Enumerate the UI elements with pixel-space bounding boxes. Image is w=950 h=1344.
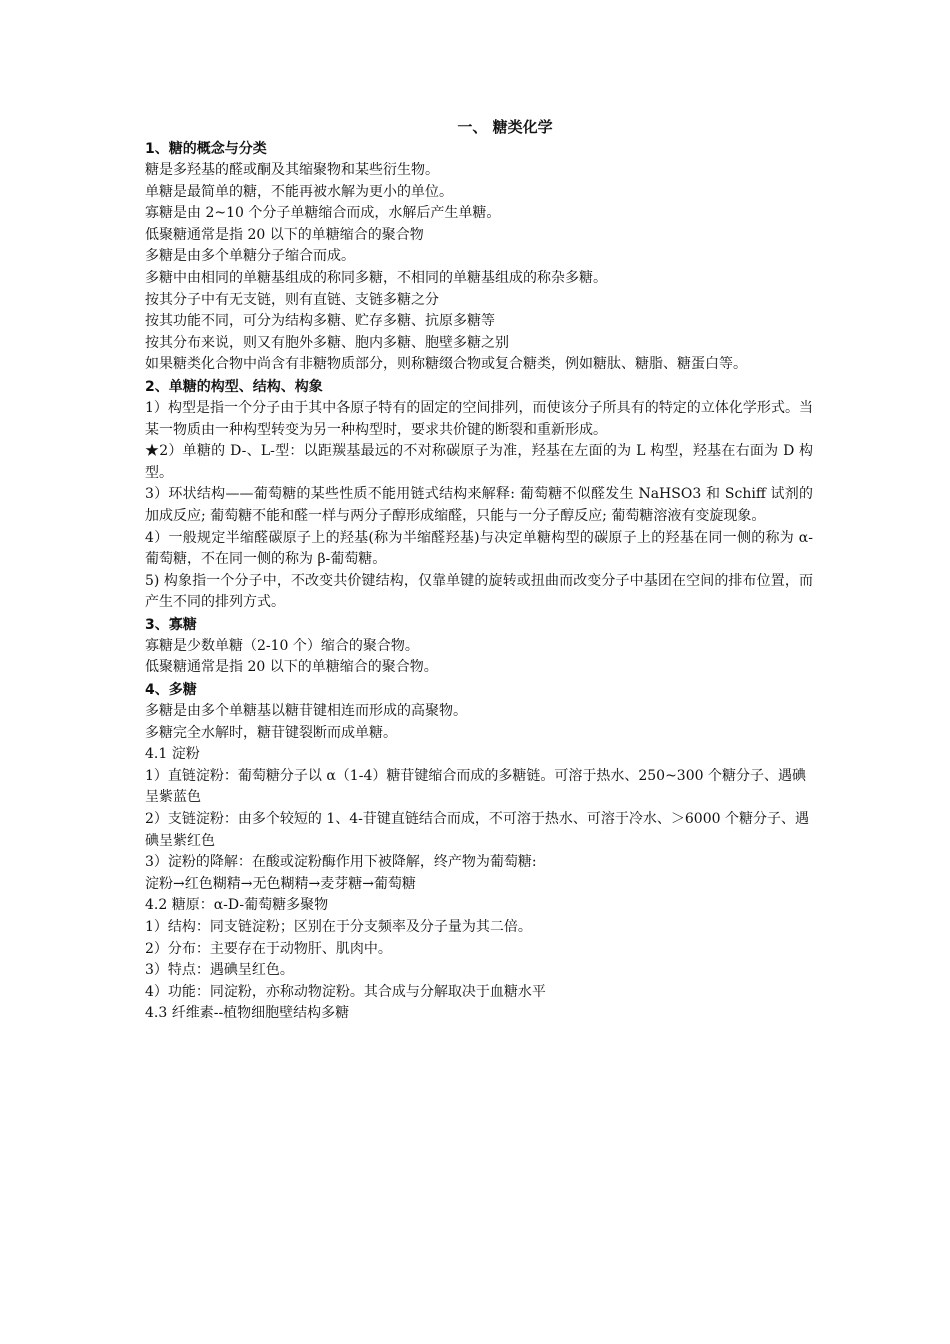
section-heading: 2、单糖的构型、结构、构象 <box>145 378 323 395</box>
section-heading: 4、多糖 <box>145 682 197 699</box>
paragraph: 3）环状结构——葡萄糖的某些性质不能用链式结构来解释: 葡萄糖不似醛发生 NaHSO3 和 Schiff 试剂的加成反应; 葡萄糖不能和醛一样与两分子醇形成缩醛，只能与一分子醇反应; 葡萄糖溶液有变旋现象。 <box>145 486 813 524</box>
paragraph: 低聚糖通常是指 20 以下的单糖缩合的聚合物 <box>145 226 424 243</box>
section-heading: 1、糖的概念与分类 <box>145 141 267 157</box>
paragraph: 多糖是由多个单糖基以糖苷键相连而形成的高聚物。 <box>145 703 467 720</box>
paragraph: 多糖是由多个单糖分子缩合而成。 <box>145 248 355 265</box>
paragraph: 4）功能：同淀粉，亦称动物淀粉。其合成与分解取决于血糖水平 <box>145 983 546 1000</box>
paragraph: 5) 构象指一个分子中，不改变共价键结构，仅靠单键的旋转或扭曲而改变分子中基团在空间的排布位置，而产生不同的排列方式。 <box>145 572 813 611</box>
paragraph: 4）一般规定半缩醛碳原子上的羟基(称为半缩醛羟基)与决定单糖构型的碳原子上的羟基在同一侧的称为 α-葡萄糖，不在同一侧的称为 β-葡萄糖。 <box>145 529 813 568</box>
paragraph: 糖是多羟基的醛或酮及其缩聚物和某些衍生物。 <box>145 162 439 178</box>
paragraph: 多糖中由相同的单糖基组成的称同多糖，不相同的单糖基组成的称杂多糖。 <box>145 269 607 286</box>
paragraph: 按其功能不同，可分为结构多糖、贮存多糖、抗原多糖等 <box>145 313 495 330</box>
section-heading: 3、寡糖 <box>145 616 197 633</box>
subsection-heading: 4.3 纤维素--植物细胞壁结构多糖 <box>145 1005 350 1022</box>
paragraph: 寡糖是少数单糖（2-10 个）缩合的聚合物。 <box>145 637 419 654</box>
paragraph: 1）结构：同支链淀粉；区别在于分支频率及分子量为其二倍。 <box>145 919 532 935</box>
paragraph: 2）支链淀粉：由多个较短的 1、4-苷键直链结合而成，不可溶于热水、可溶于冷水、＞6000 个糖分子、遇碘呈紫红色 <box>145 811 809 849</box>
paragraph: 单糖是最简单的糖，不能再被水解为更小的单位。 <box>145 183 453 200</box>
paragraph: 多糖完全水解时，糖苷键裂断而成单糖。 <box>145 724 397 741</box>
paragraph: 3）淀粉的降解：在酸或淀粉酶作用下被降解，终产物为葡萄糖: <box>145 854 537 871</box>
paragraph: 1）构型是指一个分子由于其中各原子特有的固定的空间排列，而使该分子所具有的特定的立体化学形式。当某一物质由一种构型转变为另一种构型时，要求共价键的断裂和重新形成。 <box>145 399 813 438</box>
paragraph: 3）特点：遇碘呈红色。 <box>145 962 294 979</box>
subsection-heading: 4.1 淀粉 <box>145 746 200 763</box>
paragraph: 1）直链淀粉：葡萄糖分子以 α（1-4）糖苷键缩合而成的多糖链。可溶于热水、250~300 个糖分子、遇碘呈紫蓝色 <box>145 767 806 806</box>
paragraph: 按其分布来说，则又有胞外多糖、胞内多糖、胞壁多糖之别 <box>145 334 509 351</box>
paragraph: 淀粉→红色糊精→无色糊精→麦芽糖→葡萄糖 <box>145 875 416 892</box>
paragraph: 寡糖是由 2~10 个分子单糖缩合而成，水解后产生单糖。 <box>145 205 501 222</box>
paragraph: 2）分布：主要存在于动物肝、肌肉中。 <box>145 940 392 957</box>
document-body <box>145 138 813 1025</box>
paragraph: 低聚糖通常是指 20 以下的单糖缩合的聚合物。 <box>145 659 438 676</box>
subsection-heading: 4.2 糖原：α-D-葡萄糖多聚物 <box>145 897 329 914</box>
paragraph: ★2）单糖的 D-、L-型：以距羰基最远的不对称碳原子为准，羟基在左面的为 L 构型，羟基在右面为 D 构型。 <box>145 443 813 481</box>
paragraph: 按其分子中有无支链，则有直链、支链多糖之分 <box>145 291 439 308</box>
page-title: 一、 糖类化学 <box>457 118 553 136</box>
paragraph: 如果糖类化合物中尚含有非糖物质部分，则称糖缀合物或复合糖类，例如糖肽、糖脂、糖蛋白等。 <box>145 356 747 373</box>
